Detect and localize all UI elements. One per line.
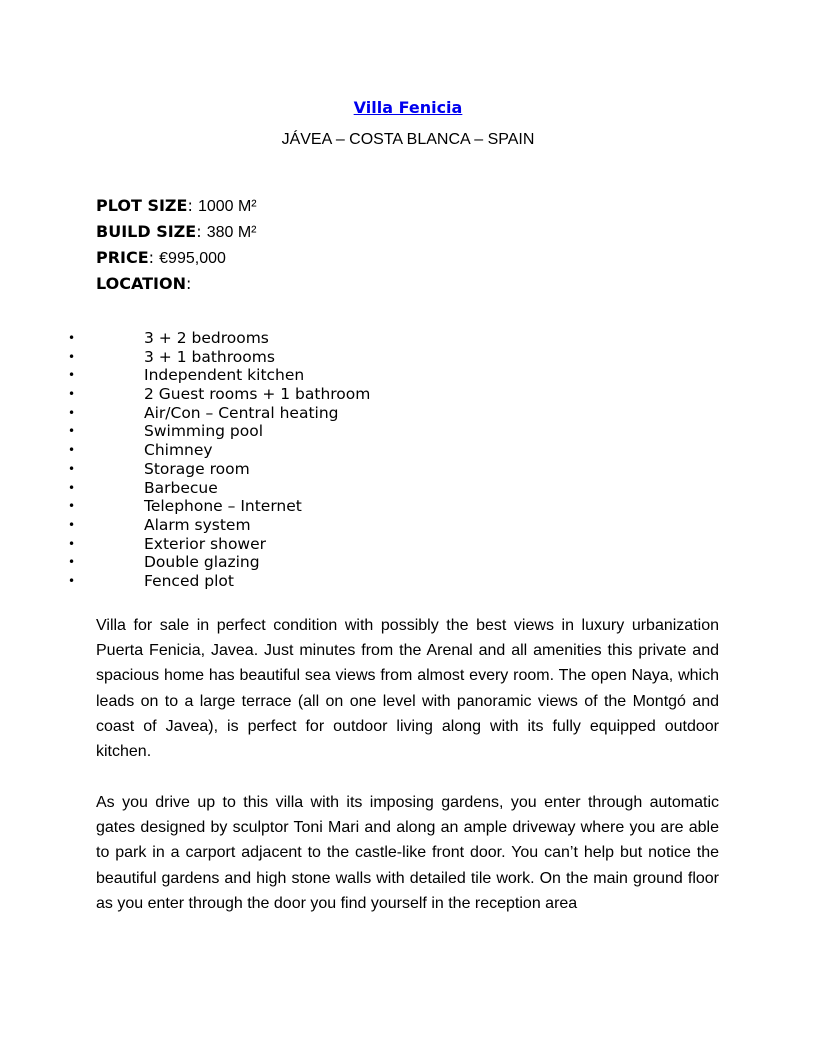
spec-label: PRICE xyxy=(96,248,149,267)
spec-label: PLOT SIZE xyxy=(96,196,188,215)
feature-text: 2 Guest rooms + 1 bathroom xyxy=(144,385,371,404)
spec-colon: : xyxy=(187,196,198,215)
bullet-icon: • xyxy=(68,555,76,570)
feature-text: Independent kitchen xyxy=(144,366,305,385)
bullet-icon: • xyxy=(68,517,76,532)
spec-colon: : xyxy=(196,222,207,241)
list-item xyxy=(68,385,668,404)
feature-text: 3 + 2 bedrooms xyxy=(144,329,269,347)
feature-text: Air/Con – Central heating xyxy=(144,403,339,422)
spec-colon: : xyxy=(185,274,192,293)
list-item xyxy=(68,553,668,572)
title-link[interactable]: Villa Fenicia xyxy=(353,98,463,117)
bullet-icon: • xyxy=(68,573,76,588)
spec-plot-size xyxy=(96,194,716,220)
feature-text: Storage room xyxy=(144,459,250,478)
feature-text: Swimming pool xyxy=(144,422,264,441)
list-item xyxy=(68,441,668,460)
list-item xyxy=(68,535,668,554)
feature-text: 3 + 1 bathrooms xyxy=(144,347,275,366)
bullet-icon: • xyxy=(68,349,76,364)
list-item xyxy=(68,404,668,423)
feature-text: Alarm system xyxy=(144,515,251,534)
spec-build-size xyxy=(96,220,716,246)
bullet-icon: • xyxy=(68,331,76,345)
bullet-icon: • xyxy=(68,424,76,439)
feature-text: Fenced plot xyxy=(144,571,234,590)
feature-text: Telephone – Internet xyxy=(144,497,302,516)
spec-colon: : xyxy=(148,248,160,267)
description-paragraph-2: As you drive up to this villa with its imposing gardens, you enter through automatic gates designed by sculptor Toni Mari and along an ample driveway where you are able to park in a carport adjacent to the castle-like front door. You can’t help but notice the beautiful gardens and high stone walls with detailed tile work. On the main ground floor as you enter through the door you find yourself in the reception area xyxy=(96,794,719,912)
spec-label: LOCATION xyxy=(96,274,186,293)
spec-location xyxy=(96,272,716,298)
list-item xyxy=(68,460,668,479)
bullet-icon: • xyxy=(68,387,76,402)
list-item xyxy=(68,366,668,385)
description-paragraph-1: Villa for sale in perfect condition with possibly the best views in luxury urbanization Puerta Fenicia, Javea. Just minutes from the Arenal and all amenities this private and spacious home has beautiful sea views from almost every room. The open Naya, which leads on to a large terrace (all on one level with panoramic views of the Montgó and coast of Javea), is perfect for outdoor living along with its fully equipped outdoor kitchen. xyxy=(96,617,719,761)
spec-price xyxy=(96,246,716,272)
bullet-icon: • xyxy=(68,499,76,514)
list-item xyxy=(68,348,668,367)
property-specs xyxy=(96,194,716,298)
page-subtitle: JÁVEA – COSTA BLANCA – SPAIN xyxy=(281,131,535,148)
bullet-icon: • xyxy=(68,368,76,383)
list-item xyxy=(68,516,668,535)
spec-value: 380 M² xyxy=(206,224,257,241)
list-item xyxy=(68,422,668,441)
feature-text: Barbecue xyxy=(144,478,218,497)
feature-text: Chimney xyxy=(144,441,213,460)
spec-value: €995,000 xyxy=(159,250,226,267)
bullet-icon: • xyxy=(68,536,76,551)
list-item xyxy=(68,572,668,591)
bullet-icon: • xyxy=(68,461,76,476)
bullet-icon: • xyxy=(68,443,76,458)
spec-label: BUILD SIZE xyxy=(96,222,197,241)
list-item xyxy=(68,479,668,498)
features-list xyxy=(68,329,668,591)
list-item xyxy=(68,329,668,348)
bullet-icon: • xyxy=(68,480,76,495)
spec-value: 1000 M² xyxy=(197,198,257,215)
bullet-icon: • xyxy=(68,405,76,420)
page-title xyxy=(0,96,816,120)
feature-text: Double glazing xyxy=(144,553,260,572)
feature-text: Exterior shower xyxy=(144,534,267,553)
list-item xyxy=(68,497,668,516)
